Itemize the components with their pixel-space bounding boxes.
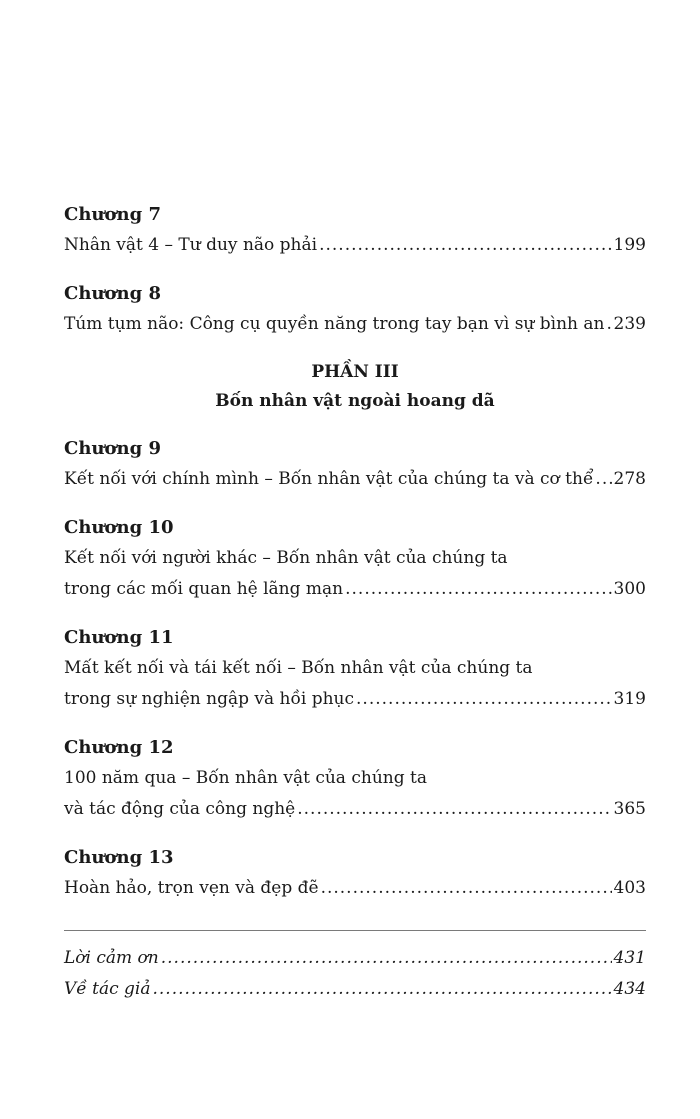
- divider-rule: [64, 930, 646, 931]
- toc-line-acknowledgements[interactable]: [64, 943, 646, 974]
- toc-line[interactable]: [64, 464, 646, 495]
- toc-line[interactable]: [64, 230, 646, 261]
- entry-title: trong các mối quan hệ lãng mạn: [64, 579, 344, 599]
- entry-title: Nhân vật 4 – Tư duy não phải: [64, 235, 318, 255]
- page-number: 365: [613, 799, 646, 819]
- dot-leader: [356, 684, 612, 715]
- entry-title: trong sự nghiện ngập và hồi phục: [64, 689, 355, 709]
- entry-title-line: Mất kết nối và tái kết nối – Bốn nhân vật của chúng ta: [64, 658, 533, 678]
- page-number: 431: [613, 948, 646, 968]
- toc-line-about-author[interactable]: [64, 974, 646, 1005]
- dot-leader: [161, 943, 612, 974]
- chapter-heading: Chương 12: [64, 737, 174, 758]
- toc-entry-chapter-12: [64, 733, 646, 825]
- table-of-contents: [64, 200, 646, 1005]
- part-heading: [64, 358, 646, 416]
- entry-title-line: 100 năm qua – Bốn nhân vật của chúng ta: [64, 768, 427, 788]
- page-number: 278: [613, 469, 646, 489]
- toc-entry-chapter-13: [64, 843, 646, 904]
- toc-line[interactable]: [64, 309, 646, 340]
- part-label: PHẦN III: [311, 362, 399, 382]
- dot-leader: [606, 309, 611, 340]
- toc-entry-chapter-9: [64, 434, 646, 495]
- chapter-heading: Chương 9: [64, 438, 161, 459]
- part-title: Bốn nhân vật ngoài hoang dã: [215, 391, 495, 411]
- dot-leader: [595, 464, 611, 495]
- page-number: 434: [613, 979, 646, 999]
- dot-leader: [321, 873, 612, 904]
- dot-leader: [297, 794, 611, 825]
- chapter-heading: Chương 7: [64, 204, 161, 225]
- page-number: 403: [613, 878, 646, 898]
- entry-title: Lời cảm ơn: [64, 948, 159, 968]
- dot-leader: [345, 574, 611, 605]
- entry-title: Túm tụm não: Công cụ quyền năng trong tay bạn vì sự bình an: [64, 314, 605, 334]
- entry-title-line: Kết nối với người khác – Bốn nhân vật của chúng ta: [64, 548, 508, 568]
- toc-line[interactable]: [64, 794, 646, 825]
- chapter-heading: Chương 13: [64, 847, 174, 868]
- entry-title: Hoàn hảo, trọn vẹn và đẹp đẽ: [64, 878, 319, 898]
- toc-entry-chapter-7: [64, 200, 646, 261]
- dot-leader: [319, 230, 611, 261]
- toc-line[interactable]: [64, 574, 646, 605]
- page-number: 199: [613, 235, 646, 255]
- toc-entry-chapter-8: [64, 279, 646, 340]
- dot-leader: [153, 974, 612, 1005]
- entry-title: Kết nối với chính mình – Bốn nhân vật của chúng ta và cơ thể: [64, 469, 594, 489]
- toc-entry-chapter-11: [64, 623, 646, 715]
- entry-title: và tác động của công nghệ: [64, 799, 296, 819]
- toc-line[interactable]: [64, 684, 646, 715]
- page-number: 319: [613, 689, 646, 709]
- toc-entry-chapter-10: [64, 513, 646, 605]
- chapter-heading: Chương 8: [64, 283, 161, 304]
- page-number: 239: [613, 314, 646, 334]
- entry-title: Về tác giả: [64, 979, 151, 999]
- chapter-heading: Chương 11: [64, 627, 174, 648]
- chapter-heading: Chương 10: [64, 517, 174, 538]
- page-number: 300: [613, 579, 646, 599]
- toc-line[interactable]: [64, 873, 646, 904]
